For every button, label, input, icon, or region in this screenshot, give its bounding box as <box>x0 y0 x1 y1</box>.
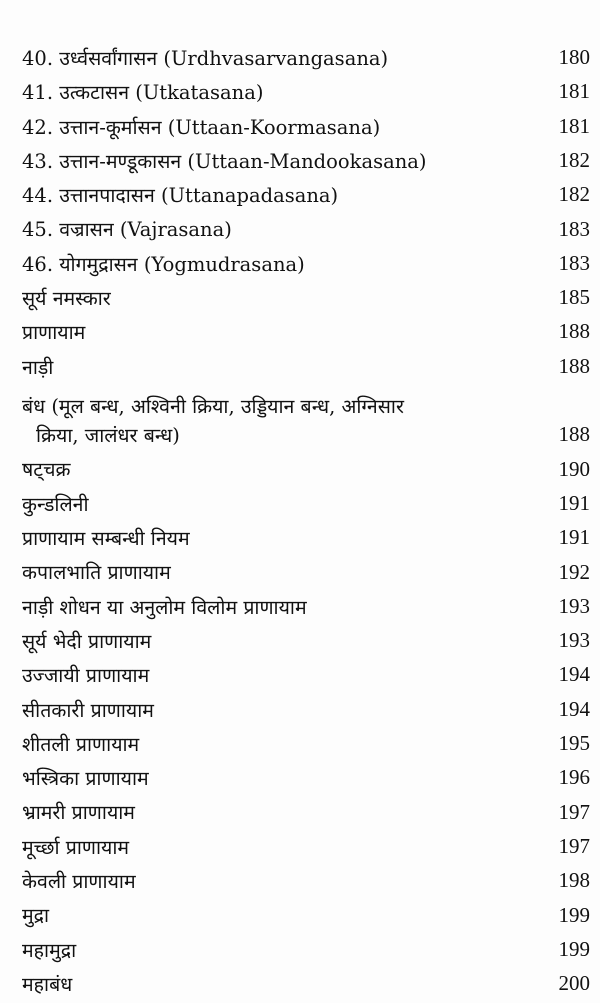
toc-entry <box>22 893 590 927</box>
toc-entry-title: भ्रामरी प्राणायाम <box>22 801 135 825</box>
toc-entry <box>22 962 590 996</box>
toc-entry <box>22 688 590 722</box>
toc-entry <box>22 36 590 70</box>
toc-entry-page: 194 <box>558 662 590 687</box>
toc-entry-page: 181 <box>558 113 590 138</box>
toc-entry-page: 194 <box>558 696 590 721</box>
toc-entry <box>22 550 590 584</box>
toc-entry-title: कुन्डलिनी <box>22 492 89 516</box>
toc-entry <box>22 173 590 207</box>
toc-entry <box>22 242 590 276</box>
toc-entry-title: शीतली प्राणायाम <box>22 732 140 756</box>
toc-entry <box>22 825 590 859</box>
toc-entry-title: 45. वज्रासन (Vajrasana) <box>22 218 232 242</box>
toc-entry-page: 197 <box>558 833 590 858</box>
toc-entry-title: महाबंध <box>22 972 73 996</box>
toc-entry-page: 195 <box>558 731 590 756</box>
toc-entry-title: नाड़ी शोधन या अनुलोम विलोम प्राणायाम <box>22 595 307 619</box>
toc-entry-title: सूर्य नमस्कार <box>22 286 111 310</box>
toc-entry-title: सीतकारी प्राणायाम <box>22 698 154 722</box>
toc-entry-page: 199 <box>558 902 590 927</box>
toc-entry-title: नाड़ी <box>22 355 54 379</box>
toc-entry <box>22 139 590 173</box>
toc-entry-page: 200 <box>558 971 590 996</box>
toc-entry-title: उज्जायी प्राणायाम <box>22 664 150 688</box>
toc-entry-page: 185 <box>558 285 590 310</box>
toc-entry <box>22 653 590 687</box>
toc-entry-page: 191 <box>558 525 590 550</box>
toc-entry-page: 183 <box>558 250 590 275</box>
toc-entry-page: 192 <box>558 559 590 584</box>
toc-entry <box>22 585 590 619</box>
toc-entry-page: 188 <box>558 422 590 447</box>
toc-entry-title: प्राणायाम <box>22 321 86 345</box>
toc-entry <box>22 448 590 482</box>
toc-entry-page: 191 <box>558 490 590 515</box>
toc-entry <box>22 379 590 448</box>
toc-entry-page: 188 <box>558 319 590 344</box>
toc-entry-page: 180 <box>558 45 590 70</box>
toc-entry <box>22 70 590 104</box>
toc-entry <box>22 105 590 139</box>
toc-entry <box>22 482 590 516</box>
toc-entry <box>22 928 590 962</box>
toc-entry <box>22 345 590 379</box>
toc-entry <box>22 791 590 825</box>
toc-entry-title: 40. उर्ध्वसर्वांगासन (Urdhvasarvangasana) <box>22 46 389 70</box>
toc-entry-title: मुद्रा <box>22 904 50 928</box>
toc-entry-title: प्राणायाम सम्बन्धी नियम <box>22 527 190 551</box>
toc-entry-title: 41. उत्कटासन (Utkatasana) <box>22 81 264 105</box>
toc-entry-page: 193 <box>558 628 590 653</box>
toc-entry-title-continuation: क्रिया, जालंधर बन्ध) <box>36 424 180 448</box>
toc-entry-page: 199 <box>558 936 590 961</box>
toc-entry <box>22 756 590 790</box>
toc-entry-title: षट्चक्र <box>22 458 71 482</box>
toc-entry <box>22 276 590 310</box>
toc-entry-page: 198 <box>558 868 590 893</box>
toc-entry-title: केवली प्राणायाम <box>22 870 136 894</box>
table-of-contents <box>22 36 590 996</box>
toc-entry-page: 196 <box>558 765 590 790</box>
toc-entry-page: 188 <box>558 353 590 378</box>
toc-entry-page: 193 <box>558 593 590 618</box>
toc-entry-page: 183 <box>558 216 590 241</box>
toc-entry-page: 197 <box>558 799 590 824</box>
toc-entry-title-block <box>22 395 404 448</box>
toc-entry <box>22 516 590 550</box>
toc-entry-title: बंध (मूल बन्ध, अश्विनी क्रिया, उड्डियान बन्ध, अग्निसार <box>22 394 404 418</box>
toc-entry-page: 182 <box>558 148 590 172</box>
toc-entry-title: मूर्च्छा प्राणायाम <box>22 835 130 859</box>
toc-entry-title: 44. उत्तानपादासन (Uttanapadasana) <box>22 184 339 208</box>
toc-entry <box>22 722 590 756</box>
toc-entry-title: 43. उत्तान-मण्डूकासन (Uttaan-Mandookasana) <box>22 149 427 173</box>
toc-entry <box>22 619 590 653</box>
toc-entry-title: सूर्य भेदी प्राणायाम <box>22 629 152 653</box>
toc-entry-title: महामुद्रा <box>22 938 77 962</box>
toc-entry-page: 182 <box>558 182 590 207</box>
toc-entry-page: 181 <box>558 79 590 104</box>
toc-entry <box>22 310 590 344</box>
toc-entry-title: 46. योगमुद्रासन (Yogmudrasana) <box>22 252 305 276</box>
toc-entry-title: 42. उत्तान-कूर्मासन (Uttaan-Koormasana) <box>22 115 381 139</box>
toc-entry-title: भस्त्रिका प्राणायाम <box>22 767 149 791</box>
toc-entry-title: कपालभाति प्राणायाम <box>22 561 171 585</box>
toc-entry <box>22 859 590 893</box>
toc-entry-page: 190 <box>558 456 590 481</box>
toc-entry <box>22 207 590 241</box>
